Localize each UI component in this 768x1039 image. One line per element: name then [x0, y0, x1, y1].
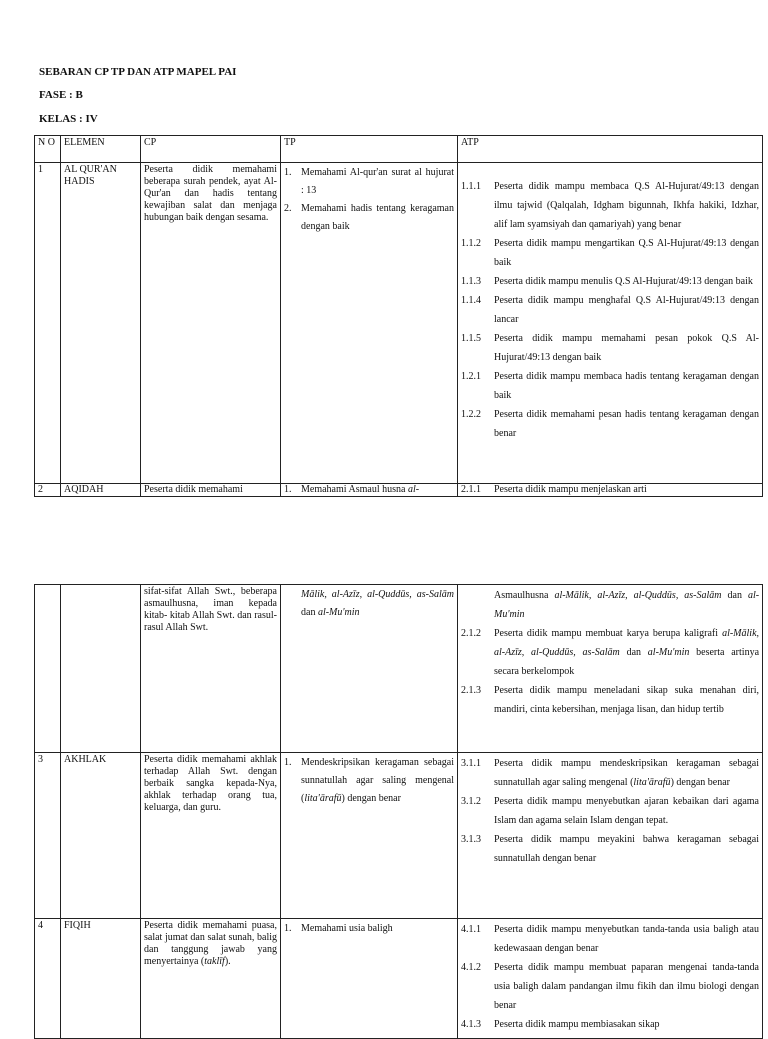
atp-text-italic: al-Mālik, al-Azīz, al-Quddūs, as-Salām	[494, 628, 760, 658]
row-elemen: AQIDAH	[61, 484, 141, 497]
atp-text: Peserta didik mampu menyebutkan tanda-tanda usia baligh atau kedewasaan dengan benar	[494, 924, 759, 954]
row-tp	[281, 753, 458, 919]
atp-item	[461, 958, 759, 1015]
atp-text: Peserta didik memahami pesan hadis tentang keragaman dengan benar	[494, 409, 759, 439]
atp-item	[461, 291, 759, 329]
atp-text-plain: ) dengan benar	[670, 777, 730, 788]
atp-text-plain: dan	[626, 647, 642, 658]
atp-item	[461, 367, 759, 405]
tp-number	[284, 586, 301, 622]
atp-text: Peserta didik mampu membiasakan sikap	[494, 1019, 660, 1030]
row-cp	[141, 919, 281, 1039]
curriculum-table-page-1	[34, 135, 763, 497]
cp-text-plain: Peserta didik memahami puasa, salat jumat dan salat sunah, balig dan tanggung jawab yang menyertainya (	[144, 920, 277, 967]
row-tp	[281, 163, 458, 484]
atp-number: 1.1.5	[461, 333, 481, 344]
atp-number: 2.1.2	[461, 628, 481, 639]
atp-text-italic: al-Mu'min	[494, 590, 760, 620]
tp-text-italic: lita'ārafū	[304, 793, 342, 804]
row-cp: sifat-sifat Allah Swt., beberapa asmaulhusna, iman kepada kitab- kitab Allah Swt. dan rasul-rasul Allah Swt.	[141, 585, 281, 753]
atp-text-plain: dan	[727, 590, 742, 601]
atp-item	[461, 830, 759, 868]
atp-number: 4.1.3	[461, 1019, 481, 1030]
document-title: SEBARAN CP TP DAN ATP MAPEL PAI	[39, 66, 237, 78]
row-no: 1	[35, 163, 61, 484]
tp-text: Memahami hadis tentang keragaman dengan baik	[301, 203, 454, 232]
atp-number: 2.1.3	[461, 685, 481, 696]
tp-text: Memahami usia baligh	[301, 923, 393, 934]
atp-text: Peserta didik mampu menghafal Q.S Al-Hujurat/49:13 dengan lancar	[494, 295, 759, 325]
tp-text-plain: Mendeskripsikan keragaman sebagai sunnatullah agar saling mengenal (	[301, 757, 454, 804]
cp-text-plain: ).	[224, 956, 231, 967]
atp-number: 3.1.1	[461, 758, 481, 769]
atp-text-italic: lita'ārafū	[633, 777, 671, 788]
atp-item	[461, 484, 759, 495]
tp-number: 1.	[284, 757, 292, 768]
tp-text-plain: Memahami Asmaul husna	[301, 484, 406, 495]
atp-number: 3.1.2	[461, 796, 481, 807]
tp-text	[301, 586, 454, 622]
atp-number	[461, 586, 494, 624]
table-row	[35, 919, 763, 1039]
tp-item	[284, 484, 454, 495]
kelas-label: KELAS : IV	[39, 113, 98, 125]
fase-label: FASE : B	[39, 89, 83, 101]
row-elemen	[61, 585, 141, 753]
atp-text	[494, 754, 759, 792]
row-elemen: AKHLAK	[61, 753, 141, 919]
atp-item	[461, 1015, 759, 1034]
atp-item	[461, 272, 759, 291]
tp-number: 2.	[284, 203, 292, 214]
tp-item	[284, 754, 454, 808]
atp-text: Peserta didik mampu meneladani sikap suka menahan diri, mandiri, cinta kebersihan, menjaga lisan, dan hidup tertib	[494, 685, 759, 715]
atp-item	[461, 754, 759, 792]
row-no: 4	[35, 919, 61, 1039]
row-tp	[281, 484, 458, 497]
tp-text: Memahami Al-qur'an surat al hujurat : 13	[301, 167, 454, 196]
tp-number: 1.	[284, 484, 292, 495]
curriculum-table-page-2	[34, 584, 763, 1039]
atp-text-plain: Peserta didik mampu mendeskripsikan keragaman sebagai sunnatullah agar saling mengenal (	[494, 758, 759, 788]
tp-text-plain: ) dengan benar	[341, 793, 401, 804]
atp-text: Peserta didik mampu memahami pesan pokok Q.S Al-Hujurat/49:13 dengan baik	[494, 333, 759, 363]
atp-number: 2.1.1	[461, 484, 481, 495]
row-tp	[281, 585, 458, 753]
atp-number: 4.1.1	[461, 924, 481, 935]
header-cp: CP	[141, 136, 281, 163]
atp-item	[461, 624, 759, 681]
header-atp: ATP	[458, 136, 763, 163]
atp-text-plain: beserta artinya secara berkelompok	[494, 647, 760, 677]
atp-item	[461, 681, 759, 719]
tp-text-italic: al-Mu'min	[317, 607, 360, 618]
atp-text: Peserta didik mampu membaca hadis tentang keragaman dengan baik	[494, 371, 759, 401]
table-row	[35, 163, 763, 484]
table-header-row	[35, 136, 763, 163]
tp-number: 1.	[284, 167, 292, 178]
tp-text-plain: dan	[301, 607, 316, 618]
row-atp	[458, 484, 763, 497]
atp-number: 1.1.3	[461, 276, 481, 287]
table-row	[35, 484, 763, 497]
atp-text-italic: al-Mu'min	[647, 647, 690, 658]
tp-text	[301, 484, 454, 495]
atp-text-plain: Peserta didik mampu membuat karya berupa kaligrafi	[494, 628, 719, 639]
atp-text	[494, 586, 759, 624]
atp-item	[461, 329, 759, 367]
atp-item	[461, 792, 759, 830]
row-no: 3	[35, 753, 61, 919]
atp-number: 1.1.2	[461, 238, 481, 249]
atp-text: Peserta didik mampu membaca Q.S Al-Hujurat/49:13 dengan ilmu tajwid (Qalqalah, Idgham bigunnah, Ikhfa hakiki, Idzhar, alif lam syamsiyah dan qamariyah) yang benar	[494, 181, 759, 230]
row-atp	[458, 919, 763, 1039]
atp-item	[461, 920, 759, 958]
row-cp: Peserta didik memahami beberapa surah pendek, ayat Al-Qur'an dan hadis tentang kewajiban salat dan menjaga hubungan baik dengan sesama.	[141, 163, 281, 484]
atp-item	[461, 177, 759, 234]
atp-text: Peserta didik mampu menulis Q.S Al-Hujurat/49:13 dengan baik	[494, 276, 753, 287]
row-cp: Peserta didik memahami	[141, 484, 281, 497]
header-tp: TP	[281, 136, 458, 163]
atp-item	[461, 586, 759, 624]
atp-number: 4.1.2	[461, 962, 481, 973]
table-row	[35, 753, 763, 919]
atp-text-plain: Asmaulhusna	[494, 590, 549, 601]
table-row	[35, 585, 763, 753]
atp-text: Peserta didik mampu meyakini bahwa keragaman sebagai sunnatullah dengan benar	[494, 834, 759, 864]
tp-text-italic: Mālik, al-Azīz, al-Quddūs, as-Salām	[301, 589, 454, 600]
atp-item	[461, 234, 759, 272]
tp-text	[301, 754, 454, 808]
row-tp	[281, 919, 458, 1039]
tp-item	[284, 164, 454, 200]
row-no	[35, 585, 61, 753]
row-no: 2	[35, 484, 61, 497]
row-atp	[458, 585, 763, 753]
header-no: N O	[35, 136, 61, 163]
atp-number: 1.2.1	[461, 371, 481, 382]
row-cp: Peserta didik memahami akhlak terhadap Allah Swt. dengan berbaik sangka kepada-Nya, akhlak terhadap orang tua, keluarga, dan guru.	[141, 753, 281, 919]
header-elemen: ELEMEN	[61, 136, 141, 163]
tp-text-italic: al-	[407, 484, 420, 495]
atp-number: 1.2.2	[461, 409, 481, 420]
row-atp	[458, 753, 763, 919]
tp-item	[284, 586, 454, 622]
row-elemen: AL QUR'AN HADIS	[61, 163, 141, 484]
tp-item	[284, 920, 454, 938]
atp-text: Peserta didik mampu menjelaskan arti	[494, 484, 647, 495]
atp-text: Peserta didik mampu menyebutkan ajaran kebaikan dari agama Islam dan agama selain Islam dengan tepat.	[494, 796, 759, 826]
row-elemen: FIQIH	[61, 919, 141, 1039]
atp-text: Peserta didik mampu mengartikan Q.S Al-Hujurat/49:13 dengan baik	[494, 238, 759, 268]
atp-number: 3.1.3	[461, 834, 481, 845]
atp-text-italic: al-Mālik, al-Azīz, al-Quddūs, as-Salām	[554, 590, 722, 601]
atp-number: 1.1.4	[461, 295, 481, 306]
cp-text-italic: taklīf	[204, 956, 225, 967]
atp-text	[494, 624, 759, 681]
atp-text: Peserta didik mampu membuat paparan mengenai tanda-tanda usia baligh dalam pandangan ilmu fikih dan ilmu biologi dengan benar	[494, 962, 759, 1011]
tp-number: 1.	[284, 923, 292, 934]
tp-item	[284, 200, 454, 236]
row-atp	[458, 163, 763, 484]
atp-number: 1.1.1	[461, 181, 481, 192]
atp-item	[461, 405, 759, 443]
